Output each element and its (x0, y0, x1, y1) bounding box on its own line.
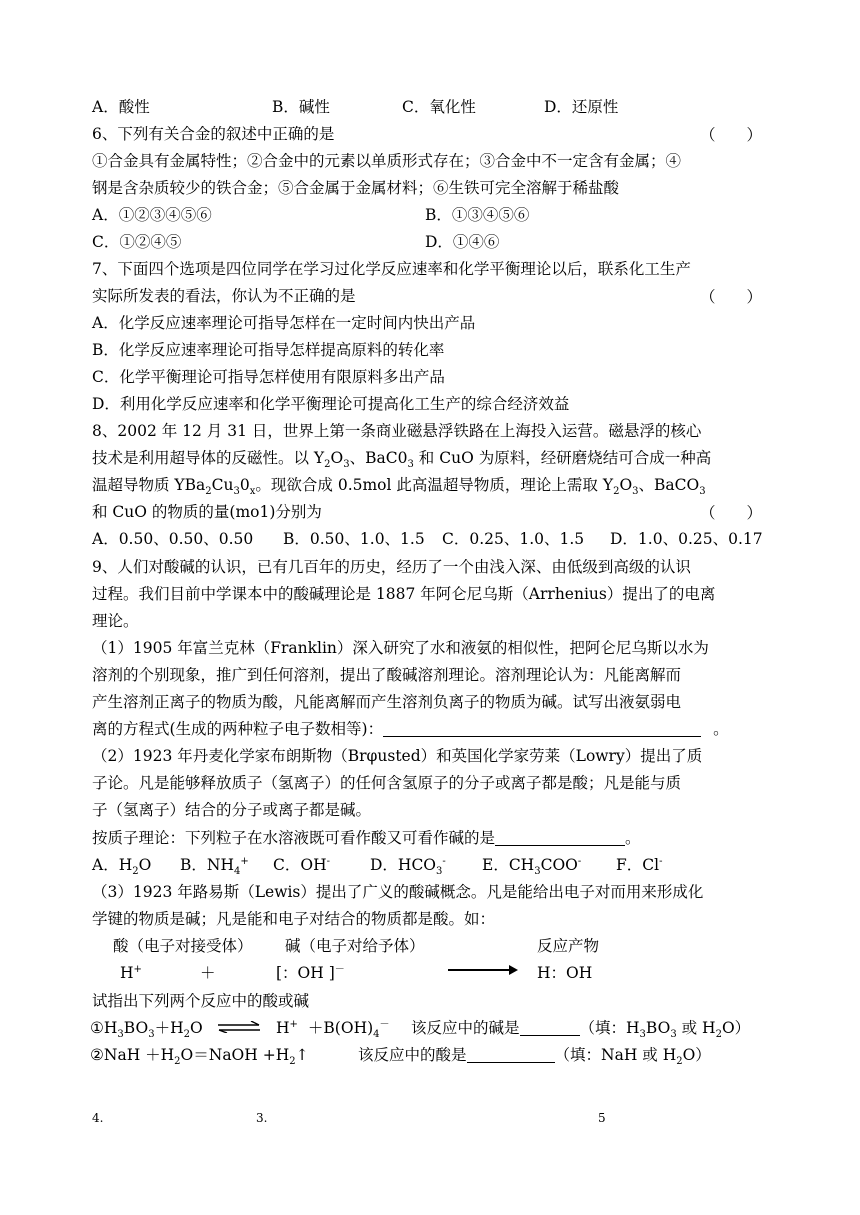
q7-option-d: D．利用化学反应速率和化学平衡理论可提高化工生产的综合经济效益 (92, 395, 570, 413)
q5-option-b: B．碱性 (272, 98, 330, 116)
footer-number: 5 (598, 1111, 606, 1125)
reaction-2-question: 该反应中的酸是 （填：NaH 或 $H_2O$） (358, 1046, 711, 1068)
q7-line-2: 实际所发表的看法，你认为不正确的是 (92, 287, 356, 305)
q9-part2-line-4: 按质子理论：下列粒子在水溶液既可看作酸又可看作碱的是 。 (92, 829, 641, 847)
footer-number: 4. (92, 1111, 104, 1125)
q9-part3-line-2: 学键的物质是碱；凡是能和电子对结合的物质都是酸。如： (92, 910, 496, 928)
answer-paren: （ ） (700, 288, 763, 306)
reaction-1-left: $①H_3BO_3+H_2O$ (90, 1019, 203, 1041)
q9-part1-line-2: 溶剂的个别现象，推广到任何溶剂，提出了酸碱溶剂理论。溶剂理论认为：凡能离解而 (92, 666, 682, 684)
q6-option-b: B．①③④⑤⑥ (425, 206, 530, 224)
lewis-header-acid: 酸（电子对接受体） (113, 937, 253, 955)
q6-line-1: ①合金具有金属特性；②合金中的元素以单质形式存在；③合金中不一定含有金属；④ (92, 152, 682, 170)
q5-option-d: D．还原性 (544, 98, 619, 116)
q9-part2-line-3: 子（氢离子）结合的分子或离子都是碱。 (92, 801, 372, 819)
reaction-2: ②NaH $+H_2O=NaOH$ $+H_2↑$ (90, 1046, 309, 1068)
q8-line-1: 8、2002 年 12 月 31 日，世界上第一条商业磁悬浮铁路在上海投入运营。磁悬浮的核心 (92, 422, 702, 440)
lewis-header-product: 反应产物 (537, 937, 600, 955)
q8-option-b: B．0.50、1.0、1.5 (283, 530, 425, 548)
lewis-example-plus: ＋ (200, 964, 216, 982)
answer-blank[interactable] (520, 1017, 580, 1036)
q9-part2-option-f: F．Cl- (616, 855, 663, 874)
lewis-example-base: [：OH ]－ (276, 963, 345, 982)
q6-stem: 6、下列有关合金的叙述中正确的是 (92, 125, 335, 143)
q9-part2-option-a: A．$H_2O$ (92, 856, 152, 878)
q9-part1-line-3: 产生溶剂正离子的物质为酸，凡能离解而产生溶剂负离子的物质为碱。试写出液氨弱电 (92, 693, 682, 711)
q7-option-a: A．化学反应速率理论可指导怎样在一定时间内快出产品 (92, 314, 476, 332)
q9-part2-line-1: （2）1923 年丹麦化学家布朗斯物（Brφusted）和英国化学家劳莱（Lowry）提出了质 (92, 747, 703, 765)
answer-blank[interactable] (467, 1044, 555, 1063)
q8-line-4: 和 CuO 的物质的量(mo1)分别为 (92, 503, 322, 521)
q7-option-b: B．化学反应速率理论可指导怎样提高原料的转化率 (92, 341, 445, 359)
q8-line-3: 温超导物质 $YBa_2Cu_30_x$。现欲合成 0.5mol 此高温超导物质，理论上需取 $Y_2O_3$、BaCO$_3$ (92, 476, 706, 498)
q8-option-c: C．0.25、1.0、1.5 (442, 530, 585, 548)
q9-line-1: 9、人们对酸碱的认识，已有几百年的历史，经历了一个由浅入深、由低级到高级的认识 (92, 558, 691, 576)
lewis-header-base: 碱（电子对给予体） (285, 937, 425, 955)
q9-line-2: 过程。我们目前中学课本中的酸碱理论是 1887 年阿仑尼乌斯（Arrhenius）提出了的电离 (92, 585, 716, 603)
q6-option-d: D．①④⑥ (425, 233, 500, 251)
q8-option-a: A．0.50、0.50、0.50 (92, 530, 254, 548)
q9-part2-option-e: E．$CH_3COO^-$ (482, 855, 582, 878)
lewis-example-acid: H+ (120, 963, 142, 982)
q6-line-2: 钢是含杂质较少的铁合金；⑤合金属于金属材料；⑥生铁可完全溶解于稀盐酸 (92, 179, 620, 197)
q5-option-a: A．酸性 (92, 98, 150, 116)
q7-option-c: C．化学平衡理论可指导怎样使用有限原料多出产品 (92, 368, 445, 386)
q9-part2-line-2: 子论。凡是能够释放质子（氢离子）的任何含氢原子的分子或离子都是酸；凡是能与质 (92, 774, 682, 792)
q8-line-2: 技术是利用超导体的反磁性。以 $Y_2O_3$、$BaC0_3$ 和 CuO 为原料，经研磨烧结可合成一种高 (92, 449, 712, 471)
reaction-1-right: $H^+ +B(OH)_4^-$ (276, 1018, 390, 1041)
answer-blank[interactable] (495, 827, 625, 846)
reaction-1-question: 该反应中的碱是 （填：$H_3BO_3$ 或 $H_2O$） (411, 1019, 751, 1041)
q6-option-c: C．①②④⑤ (92, 233, 182, 251)
answer-blank[interactable] (383, 718, 701, 737)
footer-number: 3. (256, 1111, 268, 1125)
q9-line-3: 理论。 (92, 612, 139, 630)
answer-paren: （ ） (700, 504, 763, 522)
q9-part3-line-3: 试指出下列两个反应中的酸或碱 (92, 992, 310, 1010)
equilibrium-arrow-icon (217, 1021, 261, 1033)
q9-part3-line-1: （3）1923 年路易斯（Lewis）提出了广义的酸碱概念。凡是能给出电子对而用来形成化 (92, 883, 704, 901)
q9-part2-option-c: C．OH- (273, 855, 330, 874)
q5-option-c: C．氧化性 (402, 98, 476, 116)
q9-part2-option-d: D．$HCO_3^-$ (370, 855, 446, 878)
answer-paren: （ ） (700, 126, 763, 144)
q7-line-1: 7、下面四个选项是四位同学在学习过化学反应速率和化学平衡理论以后，联系化工生产 (92, 260, 691, 278)
q6-option-a: A．①②③④⑤⑥ (92, 206, 212, 224)
q9-part1-line-1: （1）1905 年富兰克林（Franklin）深入研究了水和液氨的相似性，把阿仑尼乌斯以水为 (92, 639, 709, 657)
q9-part1-line-4: 离的方程式(生成的两种粒子电子数相等)： 。 (92, 720, 729, 738)
lewis-example-product: H：OH (537, 964, 593, 982)
q9-part2-option-b: B．$NH_4^+$ (180, 855, 249, 878)
reaction-arrow (448, 969, 516, 971)
q8-option-d: D．1.0、0.25、0.17 (610, 530, 763, 548)
